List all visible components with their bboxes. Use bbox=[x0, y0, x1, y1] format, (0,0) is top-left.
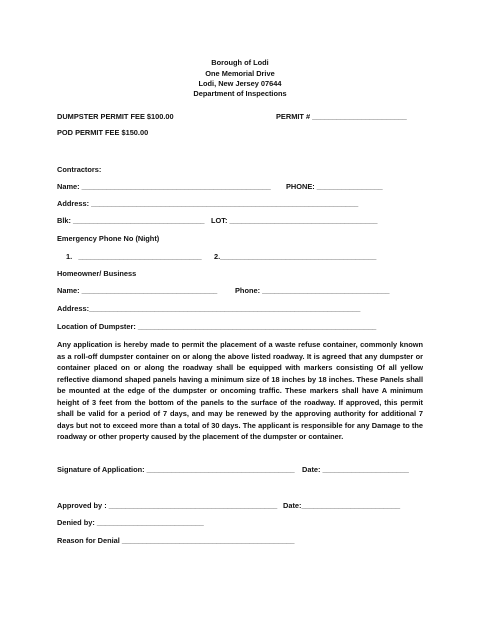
blk-field[interactable]: Blk: ________________________________ bbox=[57, 216, 205, 225]
approval-date-field[interactable]: Date:________________________ bbox=[283, 501, 401, 510]
signature-field[interactable]: Signature of Application: ____________________________________ bbox=[57, 465, 295, 474]
contractors-heading: Contractors: bbox=[57, 165, 102, 174]
header-city: Lodi, New Jersey 07644 bbox=[198, 79, 282, 88]
approved-by-field[interactable]: Approved by : _________________________________________ bbox=[57, 501, 278, 510]
dumpster-fee: DUMPSTER PERMIT FEE $100.00 bbox=[57, 112, 174, 121]
contractor-phone-field[interactable]: PHONE: ________________ bbox=[286, 182, 383, 191]
denial-reason-field[interactable]: Reason for Denial __________________________________________ bbox=[57, 536, 295, 545]
contractor-address-field[interactable]: Address: _________________________________________________________________ bbox=[57, 199, 359, 208]
header-department: Department of Inspections bbox=[193, 89, 287, 98]
signature-date-field[interactable]: Date: _____________________ bbox=[302, 465, 409, 474]
denied-by-field[interactable]: Denied by: __________________________ bbox=[57, 518, 204, 527]
emergency-phone-2-field[interactable]: 2.______________________________________ bbox=[214, 252, 377, 261]
lot-field[interactable]: LOT: ____________________________________ bbox=[211, 216, 378, 225]
homeowner-phone-field[interactable]: Phone: _______________________________ bbox=[235, 286, 390, 295]
permit-number-field[interactable]: PERMIT # _______________________ bbox=[276, 112, 407, 121]
terms-paragraph: Any application is hereby made to permit the placement of a waste refuse container, commonly known as a roll-off dumpster container on or along the above listed roadway. It is agreed that any dumpster or container placed on or along the roadway shall be equipped with markers consisting Of all yellow reflective diamond shaped panels having a minimum size of 18 inches by 18 inches. These Panels shall be mounted at the edge of the dumpster or oncoming traffic. These markers shall have A minimum height of 3 feet from the bottom of the panels to the surface of the roadway. If approved, this permit shall be valid for a period of 7 days, and may be renewed by the approving authority for additional 7 days but not to exceed more than a total of 30 days. The applicant is responsible for any Damage to the roadway or other property caused by the placement of the dumpster or container. bbox=[57, 340, 423, 441]
dumpster-location-field[interactable]: Location of Dumpster: __________________________________________________________ bbox=[57, 322, 377, 331]
header-borough: Borough of Lodi bbox=[211, 58, 269, 67]
pod-fee: POD PERMIT FEE $150.00 bbox=[57, 128, 149, 137]
homeowner-address-field[interactable]: Address:__________________________________________________________________ bbox=[57, 304, 361, 313]
header-address: One Memorial Drive bbox=[205, 69, 275, 78]
emergency-phone-label: Emergency Phone No (Night) bbox=[57, 234, 160, 243]
contractor-name-field[interactable]: Name: ______________________________________________ bbox=[57, 182, 271, 191]
homeowner-name-field[interactable]: Name: _________________________________ bbox=[57, 286, 218, 295]
emergency-phone-1-field[interactable]: 1. ______________________________ bbox=[66, 252, 202, 261]
homeowner-heading: Homeowner/ Business bbox=[57, 269, 137, 278]
